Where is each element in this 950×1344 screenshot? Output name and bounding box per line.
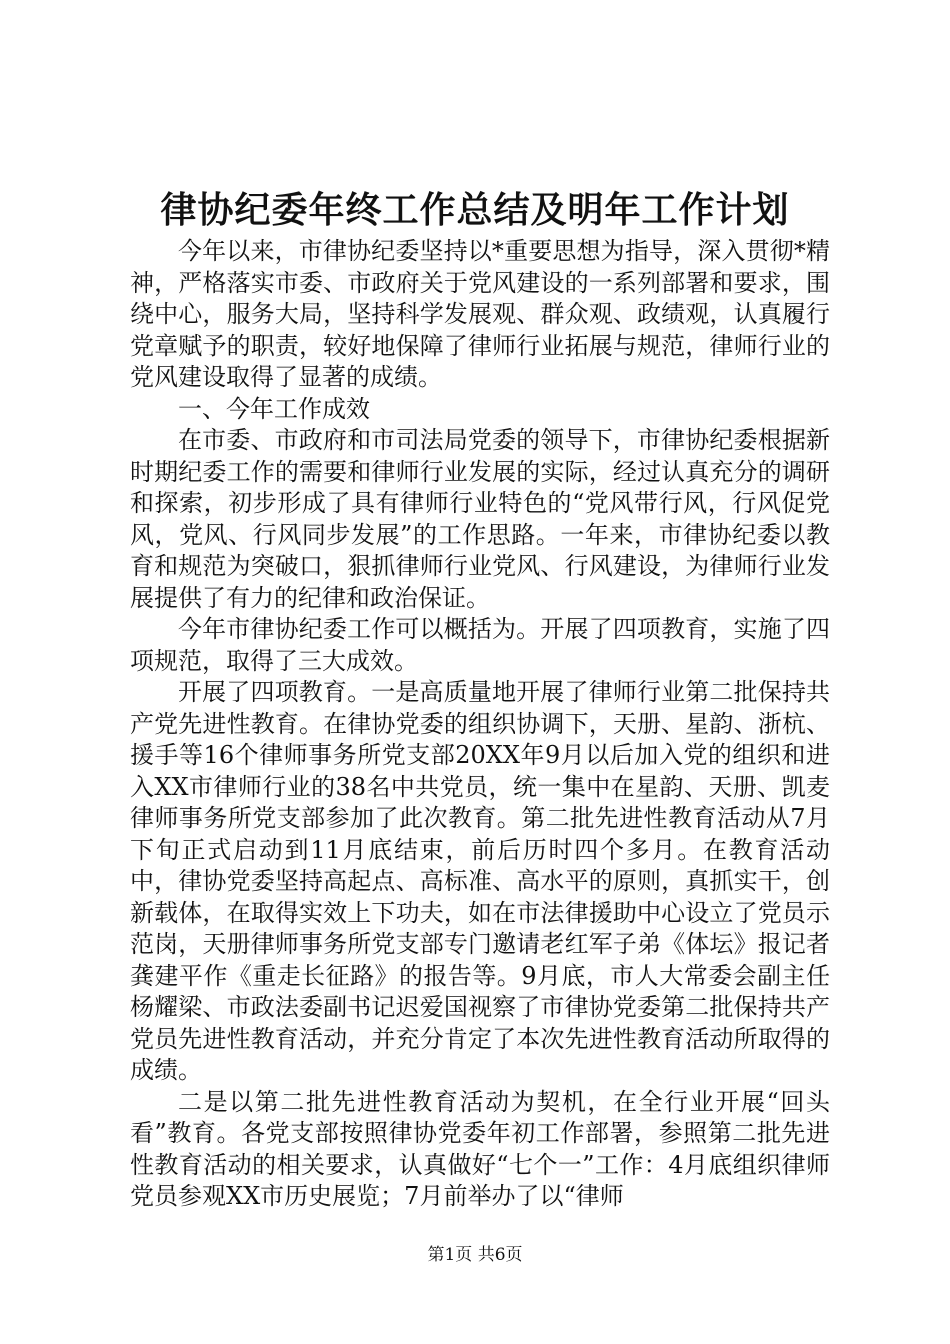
paragraph-summary: 今年市律协纪委工作可以概括为。开展了四项教育，实施了四项规范，取得了三大成效。: [130, 615, 830, 675]
paragraph-look-back: 二是以第二批先进性教育活动为契机，在全行业开展“回头看”教育。各党支部按照律协党委年初工作部署，参照第二批先进性教育活动的相关要求，认真做好“七个一”工作：4月底组织律师党员参观XX市历史展览；7月前举办了以“律师: [130, 1087, 830, 1210]
paragraph-work-approach: 在市委、市政府和市司法局党委的领导下，市律协纪委根据新时期纪委工作的需要和律师行业发展的实际，经过认真充分的调研和探索，初步形成了具有律师行业特色的“党风带行风，行风促党风，党风、行风同步发展”的工作思路。一年来，市律协纪委以教育和规范为突破口，狠抓律师行业党风、行风建设，为律师行业发展提供了有力的纪律和政治保证。: [130, 426, 830, 612]
paragraph-four-educations: 开展了四项教育。一是高质量地开展了律师行业第二批保持共产党先进性教育。在律协党委的组织协调下，天册、星韵、浙杭、援手等16个律师事务所党支部20XX年9月以后加入党的组织和进入XX市律师行业的38名中共党员，统一集中在星韵、天册、凯麦律师事务所党支部参加了此次教育。第二批先进性教育活动从7月下旬正式启动到11月底结束，前后历时四个多月。在教育活动中，律协党委坚持高起点、高标准、高水平的原则，真抓实干，创新载体，在取得实效上下功夫，如在市法律援助中心设立了党员示范岗，天册律师事务所党支部专门邀请老红军子弟《体坛》报记者龚建平作《重走长征路》的报告等。9月底，市人大常委会副主任杨耀梁、市政法委副书记迟爱国视察了市律协党委第二批保持共产党员先进性教育活动，并充分肯定了本次先进性教育活动所取得的成绩。: [130, 678, 830, 1084]
page-number: 第1页 共6页: [427, 1245, 523, 1265]
paragraph-intro: 今年以来，市律协纪委坚持以*重要思想为指导，深入贯彻*精神，严格落实市委、市政府关于党风建设的一系列部署和要求，围绕中心，服务大局，坚持科学发展观、群众观、政绩观，认真履行党章赋予的职责，较好地保障了律师行业拓展与规范，律师行业的党风建设取得了显著的成绩。: [130, 237, 830, 391]
document-title: 律协纪委年终工作总结及明年工作计划: [160, 189, 790, 231]
document-body: [130, 236, 830, 1213]
section-heading: 一、今年工作成效: [178, 394, 370, 423]
